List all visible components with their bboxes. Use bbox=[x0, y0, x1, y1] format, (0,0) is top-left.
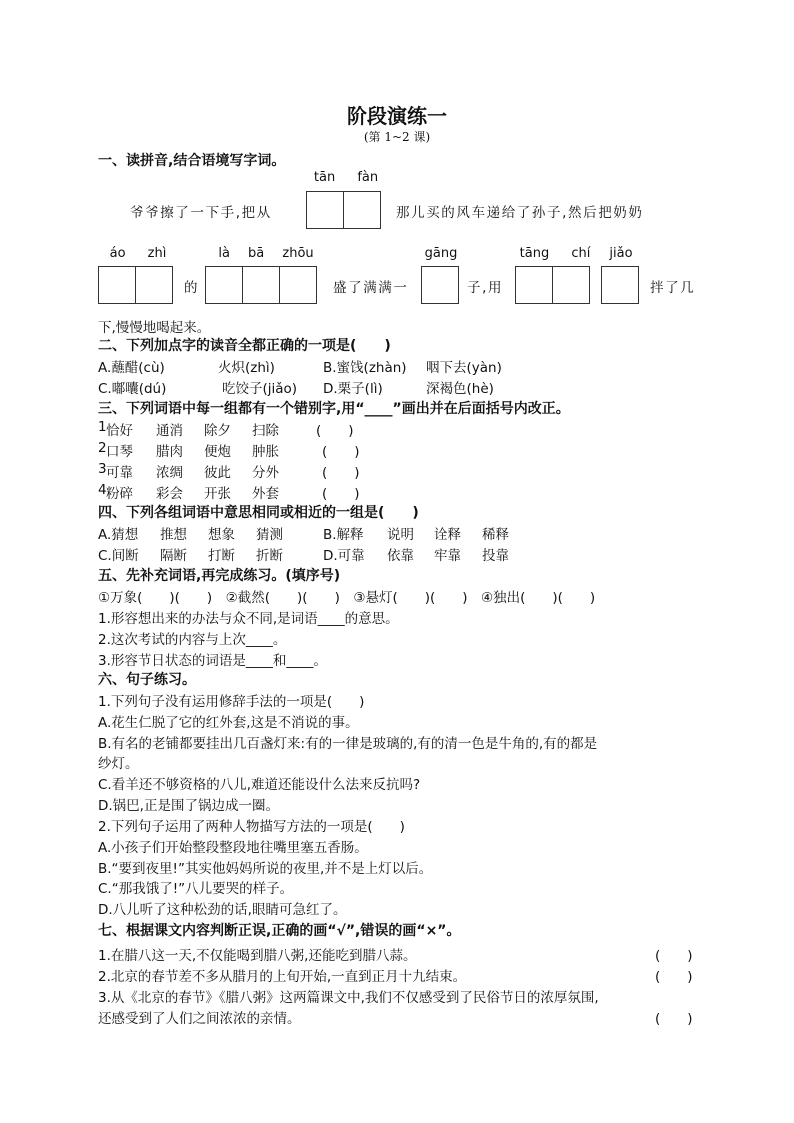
s2-option-c1: C.嘟囔(dú) bbox=[98, 381, 167, 397]
answer-boxes-tanfan bbox=[306, 191, 380, 229]
s3-row-number: 4 bbox=[98, 482, 107, 498]
answer-boxes-jiao bbox=[601, 266, 638, 304]
s4-option-d: 投靠 bbox=[482, 548, 509, 564]
s2-option-a2: 火炽(zhì) bbox=[218, 360, 275, 376]
s7-statement-3-cont: 还感受到了人们之间浓浓的亲情。 bbox=[98, 1011, 301, 1027]
s3-row-number: 1 bbox=[98, 419, 107, 435]
s2-option-d1: D.栗子(lì) bbox=[323, 381, 383, 397]
s4-option-b: 说明 bbox=[387, 527, 414, 543]
char-box[interactable] bbox=[135, 266, 173, 304]
char-box[interactable] bbox=[343, 191, 381, 229]
s4-option-a: 推想 bbox=[160, 527, 187, 543]
section-1-heading: 一、读拼音,结合语境写字词。 bbox=[98, 153, 286, 169]
s4-option-b: B.解释 bbox=[323, 527, 364, 543]
section-7-heading: 七、根据课文内容判断正误,正确的画“√”,错误的画“×”。 bbox=[98, 923, 461, 939]
s5-question-1: 1.形容想出来的办法与众不同,是词语____的意思。 bbox=[98, 611, 399, 627]
s6-q1-option-b-cont: 纱灯。 bbox=[98, 756, 139, 772]
s4-option-a: A.猜想 bbox=[98, 527, 139, 543]
s6-q1-option-c: C.看羊还不够资格的八儿,难道还能设什么法来反抗吗? bbox=[98, 777, 421, 793]
s3-word: 肿胀 bbox=[252, 444, 279, 460]
s4-option-b: 稀释 bbox=[482, 527, 509, 543]
s3-word: 可靠 bbox=[106, 465, 133, 481]
s3-word: 分外 bbox=[252, 465, 279, 481]
s4-option-a: 猜测 bbox=[256, 527, 283, 543]
s3-answer-paren[interactable]: ( ) bbox=[322, 465, 360, 481]
s6-question-2: 2.下列句子运用了两种人物描写方法的一项是( ) bbox=[98, 819, 405, 835]
s4-option-c: 折断 bbox=[256, 548, 283, 564]
pinyin-gang: gāng bbox=[424, 246, 458, 261]
pinyin-tangchi: tāng chí bbox=[519, 246, 591, 261]
char-box[interactable] bbox=[552, 266, 590, 304]
s2-option-c2: 吃饺子(jiǎo) bbox=[222, 381, 298, 397]
char-box[interactable] bbox=[515, 266, 553, 304]
s2-option-b1: B.蜜饯(zhàn) bbox=[323, 360, 407, 376]
s4-option-d: 依靠 bbox=[387, 548, 414, 564]
s5-question-2: 2.这次考试的内容与上次____。 bbox=[98, 632, 287, 648]
s4-option-c: 隔断 bbox=[160, 548, 187, 564]
s7-statement-1: 1.在腊八这一天,不仅能喝到腊八粥,还能吃到腊八蒜。 bbox=[98, 948, 417, 964]
s3-word: 浓绸 bbox=[156, 465, 183, 481]
s3-word: 恰好 bbox=[106, 423, 133, 439]
s6-q2-option-b: B.“要到夜里!”其实他妈妈所说的夜里,并不是上灯以后。 bbox=[98, 861, 433, 877]
s6-q1-option-d: D.锅巴,正是围了锅边成一圈。 bbox=[98, 798, 279, 814]
s7-statement-3: 3.从《北京的春节》《腊八粥》这两篇课文中,我们不仅感受到了民俗节日的浓厚氛围, bbox=[98, 990, 599, 1006]
s6-q2-option-d: D.八儿听了这种松劲的话,眼睛可急红了。 bbox=[98, 902, 347, 918]
s4-option-d: D.可靠 bbox=[323, 548, 365, 564]
pinyin-labazhou: là bā zhōu bbox=[218, 246, 314, 261]
s1-text-2: 那儿买的风车递给了孙子,然后把奶奶 bbox=[396, 205, 644, 221]
s2-option-d2: 深褐色(hè) bbox=[426, 381, 494, 397]
s7-answer-paren-3[interactable]: ( ) bbox=[655, 1011, 693, 1027]
page-title: 阶段演练一 bbox=[347, 104, 447, 128]
s3-word: 彼此 bbox=[204, 465, 231, 481]
s3-answer-paren[interactable]: ( ) bbox=[322, 486, 360, 502]
s3-answer-paren[interactable]: ( ) bbox=[316, 423, 354, 439]
s3-word: 彩会 bbox=[156, 486, 183, 502]
char-box[interactable] bbox=[421, 266, 459, 304]
s7-answer-paren-2[interactable]: ( ) bbox=[655, 969, 693, 985]
s1-text-5: 子,用 bbox=[467, 280, 504, 296]
s1-text-6: 拌了几 bbox=[650, 280, 696, 296]
s6-q2-option-a: A.小孩子们开始整段整段地往嘴里塞五香肠。 bbox=[98, 840, 368, 856]
s3-word: 外套 bbox=[252, 486, 279, 502]
s3-answer-paren[interactable]: ( ) bbox=[322, 444, 360, 460]
s6-q2-option-c: C.“那我饿了!”八儿要哭的样子。 bbox=[98, 881, 294, 897]
s5-fill-blanks: ①万象( )( ) ②截然( )( ) ③悬灯( )( ) ④独出( )( ) bbox=[98, 590, 596, 606]
s3-word: 通消 bbox=[156, 423, 183, 439]
s3-word: 粉碎 bbox=[106, 486, 133, 502]
page-subtitle: (第 1~2 课) bbox=[363, 130, 431, 144]
char-box[interactable] bbox=[306, 191, 344, 229]
s1-text-4: 盛了满满一 bbox=[333, 280, 409, 296]
char-box[interactable] bbox=[242, 266, 280, 304]
s1-text-3: 的 bbox=[184, 280, 200, 296]
s3-row-number: 3 bbox=[98, 461, 107, 477]
pinyin-aozhi: áo zhì bbox=[109, 246, 167, 261]
s5-question-3: 3.形容节日状态的词语是____和____。 bbox=[98, 653, 327, 669]
s7-answer-paren-1[interactable]: ( ) bbox=[655, 948, 693, 964]
section-6-heading: 六、句子练习。 bbox=[98, 672, 196, 688]
s1-text-7: 下,慢慢地喝起来。 bbox=[98, 320, 211, 336]
s4-option-c: C.间断 bbox=[98, 548, 139, 564]
pinyin-tanfan: tān fàn bbox=[313, 170, 379, 185]
s3-row-number: 2 bbox=[98, 440, 107, 456]
s6-q1-option-b: B.有名的老铺都要挂出几百盏灯来:有的一律是玻璃的,有的清一色是牛角的,有的都是 bbox=[98, 736, 598, 752]
section-4-heading: 四、下列各组词语中意思相同或相近的一组是( ) bbox=[98, 505, 419, 521]
answer-boxes-labazhou bbox=[205, 266, 316, 304]
s4-option-b: 诠释 bbox=[434, 527, 461, 543]
s7-statement-2: 2.北京的春节差不多从腊月的上旬开始,一直到正月十九结束。 bbox=[98, 969, 467, 985]
s3-word: 口琴 bbox=[106, 444, 133, 460]
s2-option-b2: 咽下去(yàn) bbox=[426, 360, 502, 376]
s2-option-a1: A.蘸醋(cù) bbox=[98, 360, 165, 376]
s3-word: 便炮 bbox=[204, 444, 231, 460]
char-box[interactable] bbox=[98, 266, 136, 304]
section-2-heading: 二、下列加点字的读音全都正确的一项是( ) bbox=[98, 338, 391, 354]
s3-word: 腊肉 bbox=[156, 444, 183, 460]
answer-boxes-tangchi bbox=[515, 266, 589, 304]
section-3-heading: 三、下列词语中每一组都有一个错别字,用“____”画出并在后面括号内改正。 bbox=[98, 401, 570, 417]
s6-question-1: 1.下列句子没有运用修辞手法的一项是( ) bbox=[98, 694, 365, 710]
s6-q1-option-a: A.花生仁脱了它的红外套,这是不消说的事。 bbox=[98, 715, 359, 731]
answer-boxes-gang bbox=[421, 266, 458, 304]
s3-word: 开张 bbox=[204, 486, 231, 502]
char-box[interactable] bbox=[205, 266, 243, 304]
s4-option-d: 牢靠 bbox=[434, 548, 461, 564]
char-box[interactable] bbox=[279, 266, 317, 304]
s1-text-1: 爷爷擦了一下手,把从 bbox=[130, 205, 272, 221]
section-5-heading: 五、先补充词语,再完成练习。(填序号) bbox=[98, 568, 341, 584]
s3-word: 除夕 bbox=[204, 423, 231, 439]
s4-option-c: 打断 bbox=[208, 548, 235, 564]
char-box[interactable] bbox=[601, 266, 639, 304]
answer-boxes-aozhi bbox=[98, 266, 172, 304]
pinyin-jiao: jiǎo bbox=[609, 246, 633, 261]
s3-word: 扫除 bbox=[252, 423, 279, 439]
s4-option-a: 想象 bbox=[208, 527, 235, 543]
